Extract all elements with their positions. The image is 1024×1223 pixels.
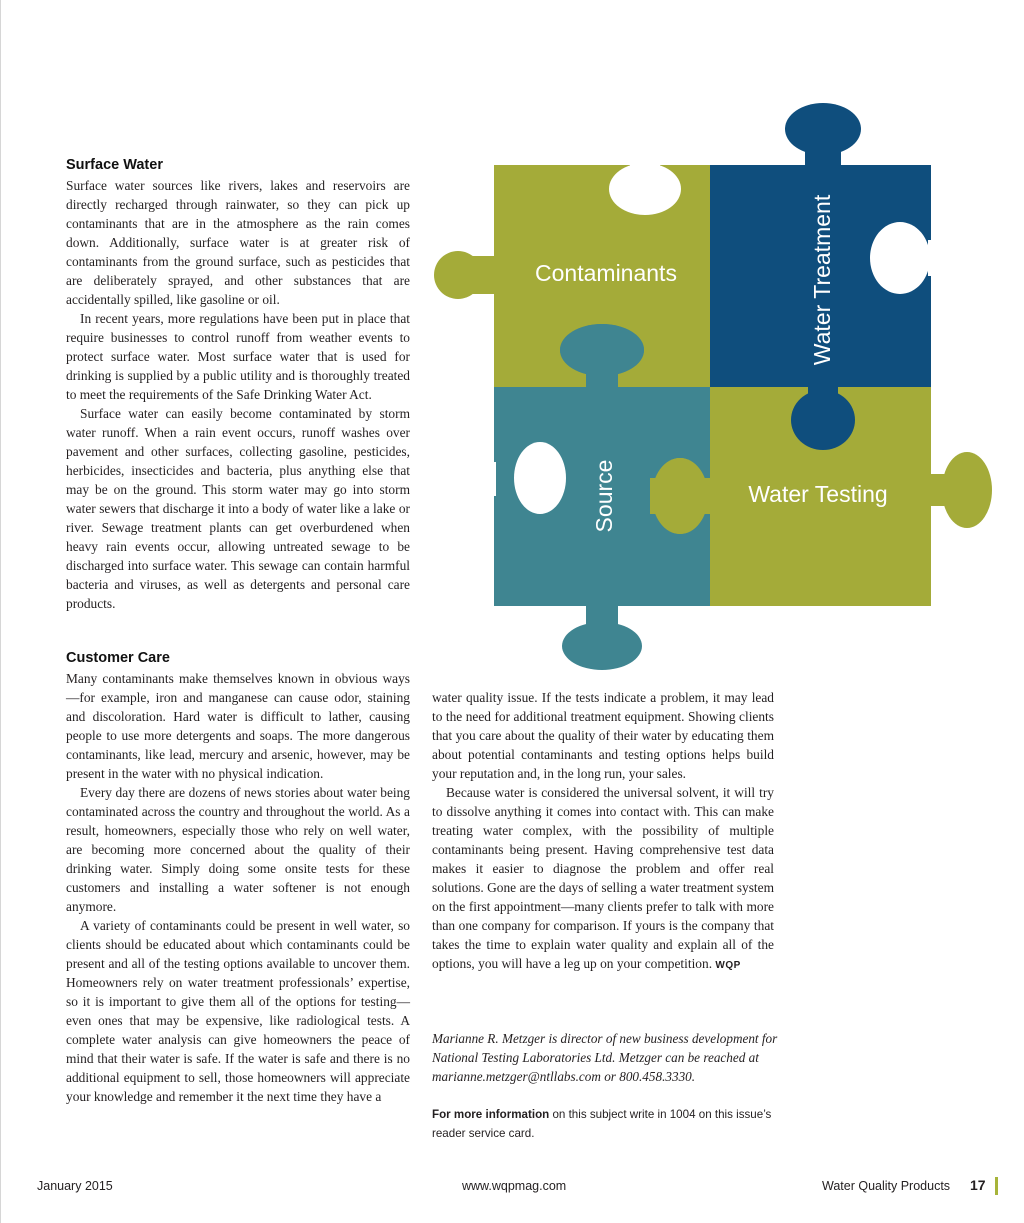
puzzle-label-water-testing: Water Testing [748,481,888,507]
body-paragraph: Many contaminants make themselves known in obvious ways—for example, iron and manganese can cause odor, staining and discoloration. Hard water is difficult to lather, causing people to use more detergents and soaps. The more dangerous contaminants, like lead, mercury and arsenic, however, may be present in the water with no physical indication. [66,671,410,781]
footer-date: January 2015 [37,1179,113,1193]
surface-water-section [66,156,410,613]
puzzle-label-water-treatment: Water Treatment [809,194,835,366]
customer-care-continued [432,688,774,975]
footer-url[interactable]: www.wqpmag.com [462,1179,567,1193]
author-bio [432,1029,782,1086]
author-bio-text: Marianne R. Metzger is director of new business development for National Testing Laboratories Ltd. Metzger can be reached at marianne.metzger@ntllabs.com or 800.458.3330. [432,1031,778,1084]
body-paragraph [432,783,774,975]
page-edge [0,0,1,1223]
body-paragraph: In recent years, more regulations have been put in place that require businesses to control runoff from weather events to protect surface water. Most surface water that is used for drinking is supplied by a public utility and is thoroughly treated to meet the requirements of the Safe Drinking Water Act. [66,311,410,402]
body-paragraph-text: Because water is considered the universal solvent, it will try to dissolve anything it comes into contact with. This can make treating water complex, with the possibility of multiple contaminants being present. Having comprehensive test data makes it easier to diagnose the problem and offer real solutions. Gone are the days of selling a water treatment system on the first appointment—many clients prefer to talk with more than one company for comparison. If yours is the company that takes the time to explain water quality and explain all of the options, you will have a leg up on your competition. [432,785,774,971]
more-info-note [432,1105,782,1143]
puzzle-label-source: Source [591,459,617,533]
puzzle-illustration [420,100,1020,680]
section-heading: Surface Water [66,157,163,173]
customer-care-section [66,649,410,1106]
puzzle-label-contaminants: Contaminants [535,260,677,286]
body-paragraph: Surface water can easily become contaminated by storm water runoff. When a rain event occurs, runoff washes over pavement and other surfaces, collecting gasoline, pesticides, herbicides, insecticides and bacteria, plus anything else that may be on the ground. This storm water may go into storm water sewers that discharge it into a body of water like a lake or river. Sewage treatment plants can get overburdened when heavy rain events occur, allowing untreated sewage to be discharged into surface water. This sewage can contain harmful bacteria and viruses, as well as detergents and personal care products. [66,406,410,611]
page-number: 17 [970,1177,986,1193]
body-paragraph: water quality issue. If the tests indicate a problem, it may lead to the need for additional treatment equipment. Showing clients that you care about the quality of their water by educating them about potential contaminants and testing options helps build your reputation and, in the long run, your sales. [432,690,774,781]
end-mark: WQP [715,960,741,971]
section-heading: Customer Care [66,650,170,666]
body-paragraph: A variety of contaminants could be present in well water, so clients should be educated about which contaminants could be present and all of the testing options available to uncover them. Homeowners rely on water treatment professionals’ expertise, so it is important to give them all of the options for testing—even ones that may be expensive, like radiological tests. A complete water analysis can give homeowners the peace of mind that their water is safe. If the water is safe and there is no additional equipment to sell, those homeowners will appreciate your knowledge and remember it the next time they have a [66,918,410,1104]
more-info-label: For more information [432,1108,550,1121]
footer-magazine: Water Quality Products [822,1179,951,1193]
more-info-text: on this subject write in 1004 on this issue’s reader service card. [432,1108,772,1140]
body-paragraph: Surface water sources like rivers, lakes and reservoirs are directly recharged through rainwater, so they can pick up contaminants that are in the atmosphere as the rain comes down. Additionally, surface water is at greater risk of contaminants from the ground surface, such as pesticides that are deliberately sprayed, and other substances that are accidentally spilled, like gasoline or oil. [66,178,410,307]
body-paragraph: Every day there are dozens of news stories about water being contaminated across the country and throughout the world. As a result, homeowners, especially those who rely on well water, are becoming more concerned about the quality of their drinking water. Simply doing some onsite tests for these customers and installing a water softener is not enough anymore. [66,785,410,914]
page-accent-bar [995,1177,998,1195]
